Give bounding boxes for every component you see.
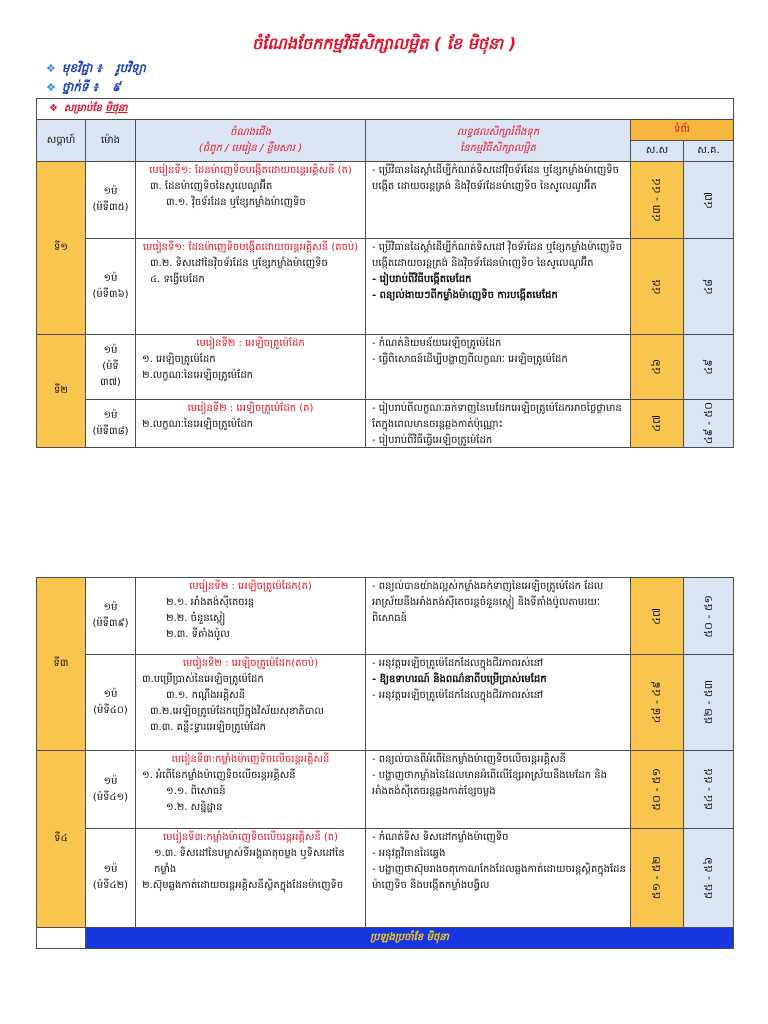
outcome-cell	[366, 400, 631, 448]
diamond-bullet-icon: ❖	[46, 81, 56, 94]
header-title-line2: (ជំពូក / មេរៀន / ខ្លឹមសារ )	[198, 142, 303, 154]
outcome-item: - រៀបរាប់ពីវិធីបង្កើតមេដែក	[372, 274, 472, 285]
document-title: ចំណែងចែកកម្មវិធីសិក្សាលម្អិត ( ខែ មិថុនា )	[251, 34, 517, 53]
hour-line: ១ម៉	[103, 688, 118, 700]
diamond-bullet-icon: ❖	[46, 62, 56, 75]
header-week: សប្តាហ៍	[37, 120, 86, 162]
page-student-book	[631, 162, 684, 239]
content-item: ២.៣. ទីតាំងប៉ូល	[166, 629, 230, 640]
lesson-row	[37, 335, 734, 400]
outcome-item: - កំណត់និយមន័យអេឡិចត្រូម៉េដែក	[372, 338, 502, 349]
page-student-book-value: ៤៦	[650, 359, 663, 375]
lesson-plan-table-2	[36, 577, 734, 949]
content-item: ១.១. ពិសោធន៍	[166, 786, 226, 797]
content-item: ២.ស៊ុមឆ្លងកាត់ដោយចរន្តអគ្គិសនីស្ថិតក្នុងដែនម៉ាញេទិច	[142, 880, 344, 891]
hour-line: (ម៉ទី៣៥)	[92, 202, 129, 213]
hour-cell	[86, 751, 136, 829]
page-student-book-value: ៤៨ - ៤៩	[650, 681, 663, 724]
outcome-item: - អនុវត្តវិធានដៃឆ្វេង	[372, 848, 446, 859]
content-item: ២.១. អាំងតង់ស៊ីតេចរន្ត	[166, 597, 255, 608]
content-item: ៣. ដែនម៉ាញេទិចនៃសូលេណូអ៊ីត	[150, 181, 273, 192]
page-student-book-value: ៤៧	[650, 607, 663, 625]
outcome-item: - បង្ហាញថាស៊ុមរាងចតុកោណកែងដែលឆ្លងកាត់ដោយចរន្តស្ថិតក្នុងដែនម៉ាញេទិច និងបង្កើតកម្លាំងបង្វិល	[372, 864, 626, 891]
hour-line: (ម៉ទី៣៨)	[92, 425, 129, 437]
page-student-book-value: ៥១ - ៥២	[650, 856, 663, 900]
page-teacher-guide-value: ៤៩ - ៥០	[701, 402, 715, 445]
content-item: ១.៣. ទិសដៅនៃបម្លាស់ទីអង្គធាតុចម្លង ឬទិសដៅនៃកម្លាំង	[154, 848, 345, 875]
content-item: ៣.២.អេឡិចត្រូម៉េដែកប្រើក្នុងវិស័យសុខាភិបាល	[150, 706, 324, 717]
week-cell: ទី២	[37, 335, 86, 448]
title-cell	[136, 239, 366, 335]
page-teacher-guide	[684, 239, 734, 335]
hour-line: (ម៉ទី៤២)	[92, 880, 129, 891]
outcome-item: - កំណត់ទិស ទិសដៅកម្លាំងម៉ាញេទិច	[372, 832, 509, 843]
hour-cell	[86, 400, 136, 448]
outcome-item: - អនុវត្តអេឡិចត្រូម៉េដែកដែលក្នុងជីវភាពរស់នៅ	[372, 690, 544, 701]
page-student-book-value: ៤៧	[650, 415, 663, 432]
title-cell	[136, 400, 366, 448]
page-student-book	[631, 578, 684, 655]
lesson-row	[37, 829, 734, 928]
lesson-plan-table-1	[36, 98, 734, 448]
lesson-row	[37, 400, 734, 448]
week-cell: ទី៣	[37, 578, 86, 751]
header-pages: ទំព័រ	[631, 120, 734, 141]
outcome-item: - អនុវត្តអេឡិចត្រូម៉េដែកដែលក្នុងជីវភាពរស់នៅ	[372, 658, 544, 669]
lesson-title: មេរៀនទី៣:កម្លាំងម៉ាញេទិចលើចរន្តអគ្គិសនី	[171, 754, 330, 765]
hour-line: (ម៉ទី៣៩)	[92, 618, 129, 629]
lesson-title: មេរៀនទី១: ដែនម៉ាញេទិចបង្កើតដោយចរន្តអគ្គិសនី (ត)	[149, 165, 352, 176]
header-pages-teacher-guide: ស.គ.	[684, 141, 734, 162]
outcome-item: - រៀបរាប់ពីលក្ខណៈឆក់ទាញនៃមេដែកអេឡិចត្រូម៉េដែកអាចថ្លៃថ្លាមាន តែក្នុងពេលមានចរន្តឆ្លងកាត់ប៉ុណ្ណោះ	[372, 403, 622, 430]
hour-line: ១ម៉	[103, 864, 118, 875]
page-student-book	[631, 335, 684, 400]
outcome-item: - ឱ្យឧទាហរណ៍ និងពណ៌នាពីបម្រើប្រាស់មេដែក	[372, 674, 547, 685]
monthly-exam-banner: ប្រឡងប្រចាំខែ មិថុនា	[86, 928, 734, 949]
content-item: ៣.១. កណ្តឹងអគ្គិសនី	[166, 690, 246, 701]
outcome-item: - ពន្យល់បានយ៉ាងល្អស់កម្លាំងឆក់ទាញនៃអេឡិចត្រូម៉េដែក ដែលអាស្រ័យនឹងអាំងតង់ស៊ីតេចរន្តចំនួនស្ពៀ និងទីតាំងប៉ូលតាមរយៈពិសោធន៍	[372, 581, 604, 624]
lesson-row	[37, 239, 734, 335]
hour-cell	[86, 829, 136, 928]
content-item: ៣.៣. គន្លឹះទ្វារអេឡិចត្រូម៉េដែក	[150, 722, 267, 733]
page-teacher-guide	[684, 400, 734, 448]
title-cell	[136, 655, 366, 751]
outcome-cell	[366, 239, 631, 335]
hour-cell	[86, 655, 136, 751]
month-row	[37, 99, 734, 120]
week-cell: ទី៤	[37, 751, 86, 928]
page-student-book	[631, 400, 684, 448]
content-item: ៤. ទង្វើមេដែក	[150, 274, 205, 285]
outcome-item: - ធ្វើពិសោធន៍ដើម្បីបង្ហាញពីលក្ខណៈ អេឡិចត្រូម៉េដែក	[372, 354, 568, 365]
grade-line	[46, 79, 121, 97]
header-outcome-line2: នៃកម្មវិធីសិក្សាលម្អិត	[460, 142, 536, 154]
page-student-book-value: ៤៥	[650, 278, 663, 295]
month-label: សម្រាប់ខែ	[63, 103, 102, 114]
grade-label: ថ្នាក់ទី ៖	[61, 80, 98, 94]
content-item: ៣.២. ទិសដៅនៃវ៉ិចទ័រដែន ឬខ្សែកម្លាំងម៉ាញេទិច	[150, 258, 328, 269]
page-teacher-guide	[684, 829, 734, 928]
outcome-cell	[366, 162, 631, 239]
content-item: ១.២. សន្និដ្ឋាន	[166, 802, 223, 813]
content-item: ២.លក្ខណៈនៃអេឡិចត្រូម៉េដែក	[142, 370, 254, 381]
header-title	[136, 120, 366, 162]
outcome-item: - បង្ហាញថាកម្លាំងនៃដែលមានអំពើលើខ្សែអាស្រ័យនឹងមេដែក និងអាំងតង់ស៊ីតេចរន្តឆ្លងកាត់ខ្សែចម្លង	[372, 770, 607, 797]
header-hour: ម៉ោង	[86, 120, 136, 162]
month-value: មិថុនា	[105, 103, 128, 114]
lesson-title: មេរៀនទី១: ដែនម៉ាញេទិចបង្កើតដោយចរន្តអគ្គិសនី (តចប់)	[142, 242, 359, 253]
lesson-row	[37, 162, 734, 239]
content-item: ២.២. ចំនួនស្ពៀ	[166, 613, 226, 624]
hour-line: ១ម៉	[103, 602, 118, 613]
outcome-cell	[366, 578, 631, 655]
hour-line: (ម៉ទី	[102, 361, 119, 372]
content-item: ១. អំពើនៃកម្លាំងម៉ាញេទិចលើចរន្តអគ្គិសនី	[142, 770, 296, 781]
hour-cell	[86, 239, 136, 335]
title-cell	[136, 335, 366, 400]
title-cell	[136, 578, 366, 655]
page-teacher-guide	[684, 335, 734, 400]
hour-line: ៣៧)	[100, 377, 121, 388]
grade-value: ៩	[112, 80, 121, 94]
subject-label: មុខវិជ្ជា ៖	[61, 61, 102, 75]
header-pages-student-book: ស.ស	[631, 141, 684, 162]
lesson-title: មេរៀនទី២ : អេឡិចត្រូម៉េដែក	[196, 338, 305, 349]
subject-line	[46, 60, 146, 78]
lesson-row	[37, 655, 734, 751]
lesson-title: មេរៀនទី៣:កម្លាំងម៉ាញេទិចលើចរន្តអគ្គិសនី (ត)	[162, 832, 339, 843]
page-student-book	[631, 751, 684, 829]
page-teacher-guide-value: ៥០ - ៥១	[701, 594, 715, 638]
outcome-cell	[366, 335, 631, 400]
lesson-title: មេរៀនទី២ : អេឡិចត្រូម៉េដែក(តចប់)	[182, 658, 319, 669]
subject-value: រូបវិទ្យា	[115, 61, 146, 75]
page-student-book-value: ៥០ - ៥១	[650, 768, 663, 811]
content-item: ២.លក្ខណៈនៃអេឡិចត្រូម៉េដែក	[142, 419, 254, 430]
header-title-line1: ចំណងជើង	[230, 126, 271, 138]
page-teacher-guide-value: ៤៧	[701, 191, 715, 209]
title-cell	[136, 162, 366, 239]
title-cell	[136, 829, 366, 928]
outcome-item: - ប្រើវិធានដៃស្តាំដើម្បីកំណត់ទិសដៅវ៉ិចទ័រដែន ឬខ្សែកម្លាំងម៉ាញេទិចបង្កើត ដោយចរន្តត្រង់ និងវ៉ិចទ័រដែនម៉ាញេទិច នៃសូលេណូអ៊ីត	[372, 165, 619, 192]
title-cell	[136, 751, 366, 829]
outcome-cell	[366, 751, 631, 829]
page-teacher-guide-value: ៤៩	[701, 359, 715, 375]
content-item: ៣.១. វ៉ិចទ័រដែន ឬខ្សែកម្លាំងម៉ាញេទិច	[166, 197, 306, 208]
header-row	[37, 120, 734, 141]
header-outcome	[366, 120, 631, 162]
hour-line: ១ម៉	[103, 272, 118, 284]
content-item: ៣.បម្រើប្រាស់នៃអេឡិចត្រូម៉េដែក	[142, 674, 264, 685]
page-teacher-guide	[684, 578, 734, 655]
hour-line: (ម៉ទី៤០)	[93, 704, 128, 716]
page-teacher-guide	[684, 655, 734, 751]
hour-line: ១ម៉	[103, 345, 118, 356]
outcome-item: - ប្រើវិធានដៃស្តាំដើម្បីកំណត់ទិសដៅ វ៉ិចទ័រដែន ឬខ្សែកម្លាំងម៉ាញេទិចបង្កើតដោយចរន្តត្រង់ និងវ៉ិចទ័រដែនម៉ាញេទិច នៃសូលេណូអ៊ីត	[372, 242, 623, 269]
page-student-book	[631, 655, 684, 751]
week-cell: ទី១	[37, 162, 86, 335]
page-teacher-guide-value: ៥២ - ៥៣	[701, 680, 715, 725]
exam-row-spacer	[37, 928, 86, 949]
outcome-item: - រៀបរាប់ពីវិធីធ្វើអេឡិចត្រូម៉េដែក	[372, 435, 493, 446]
page-teacher-guide-value: ៤៨	[701, 278, 715, 295]
hour-line: ១ម៉	[103, 409, 118, 421]
diamond-bullet-icon: ❖	[49, 103, 58, 114]
hour-line: ១ម៉	[103, 775, 118, 787]
lesson-row	[37, 751, 734, 829]
page-teacher-guide-value: ៥៥ - ៥៦	[701, 856, 715, 900]
hour-line: (ម៉ទី៤១)	[92, 791, 129, 803]
outcome-item: - ពន្យល់បានពីអំពើនៃកម្លាំងម៉ាញេទិចលើចរន្តអគ្គិសនី	[372, 754, 566, 765]
page-student-book	[631, 239, 684, 335]
lesson-title: មេរៀនទី២ : អេឡិចត្រូម៉េដែក (ត)	[187, 403, 314, 414]
hour-cell	[86, 578, 136, 655]
lesson-title: មេរៀនទី២ : អេឡិចត្រូម៉េដែក(ត)	[189, 581, 312, 592]
hour-line: ១ម៉	[103, 186, 118, 197]
exam-row	[37, 928, 734, 949]
header-outcome-line1: លទ្ធផលសិក្សារំពឹងទុក	[456, 126, 540, 138]
hour-cell	[86, 162, 136, 239]
page-student-book	[631, 829, 684, 928]
page-teacher-guide-value: ៥៤ - ៥៥	[701, 768, 715, 811]
lesson-row	[37, 578, 734, 655]
page-teacher-guide	[684, 751, 734, 829]
hour-cell	[86, 335, 136, 400]
month-heading	[37, 99, 734, 120]
hour-line: (ម៉ទី៣៦)	[92, 288, 129, 300]
outcome-item: - ពន្យល់ងាយៗពីកម្លាំងម៉ាញេទិច ការបង្កើតមេដែក	[372, 290, 558, 301]
page-teacher-guide	[684, 162, 734, 239]
page-student-book-value: ៤៣ - ៤៤	[650, 178, 663, 222]
content-item: ១. អេឡិចត្រូម៉េដែក	[142, 354, 216, 365]
outcome-cell	[366, 829, 631, 928]
outcome-cell	[366, 655, 631, 751]
